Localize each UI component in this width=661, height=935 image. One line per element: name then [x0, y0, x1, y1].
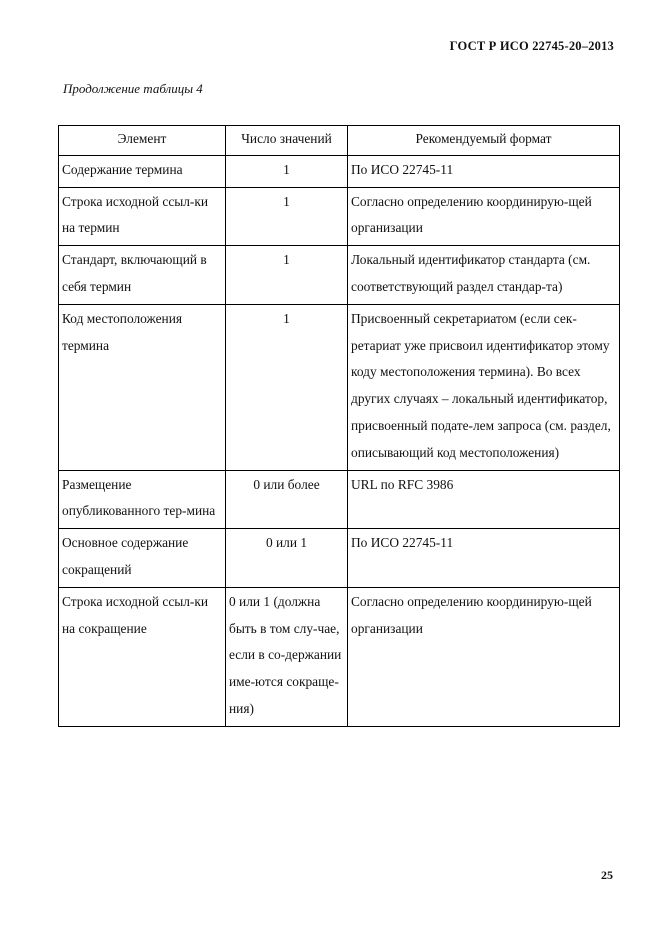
format-cell: По ИСО 22745-11 [348, 155, 620, 187]
table-caption: Продолжение таблицы 4 [63, 81, 203, 96]
element-cell: Содержание термина [59, 155, 226, 187]
page-number: 25 [601, 868, 613, 882]
format-cell: По ИСО 22745-11 [348, 529, 620, 588]
element-cell: Стандарт, включающий в себя термин [59, 246, 226, 305]
count-cell: 1 [226, 246, 348, 305]
count-cell: 0 или более [226, 470, 348, 529]
format-cell: Присвоенный секретариатом (если сек-ретариат уже присвоил идентификатор этому коду местоположения термина). Во всех других случаях – локальный идентификатор, присвоенный подате-лем запроса (см. раздел, описывающий код местоположения) [348, 304, 620, 470]
count-cell: 0 или 1 (должна быть в том слу-чае, если в со-держании име-ются сокраще-ния) [226, 587, 348, 726]
format-cell: URL по RFC 3986 [348, 470, 620, 529]
table-row [59, 187, 620, 246]
table-row [59, 529, 620, 588]
format-cell: Согласно определению координирую-щей организации [348, 187, 620, 246]
table-header-row [59, 126, 620, 156]
column-header-element: Элемент [59, 126, 226, 156]
element-cell: Код местоположения термина [59, 304, 226, 470]
element-cell: Размещение опубликованного тер-мина [59, 470, 226, 529]
count-cell: 1 [226, 155, 348, 187]
element-cell: Строка исходной ссыл-ки на термин [59, 187, 226, 246]
specification-table [58, 125, 620, 727]
format-cell: Согласно определению координирую-щей организации [348, 587, 620, 726]
standard-header: ГОСТ Р ИСО 22745-20–2013 [449, 39, 614, 53]
column-header-format: Рекомендуемый формат [348, 126, 620, 156]
format-cell: Локальный идентификатор стандарта (см. соответствующий раздел стандар-та) [348, 246, 620, 305]
table-row [59, 155, 620, 187]
table-row [59, 587, 620, 726]
table-row [59, 470, 620, 529]
table-row [59, 304, 620, 470]
column-header-count: Число значений [226, 126, 348, 156]
element-cell: Строка исходной ссыл-ки на сокращение [59, 587, 226, 726]
element-cell: Основное содержание сокращений [59, 529, 226, 588]
table-row [59, 246, 620, 305]
count-cell: 1 [226, 187, 348, 246]
count-cell: 0 или 1 [226, 529, 348, 588]
count-cell: 1 [226, 304, 348, 470]
